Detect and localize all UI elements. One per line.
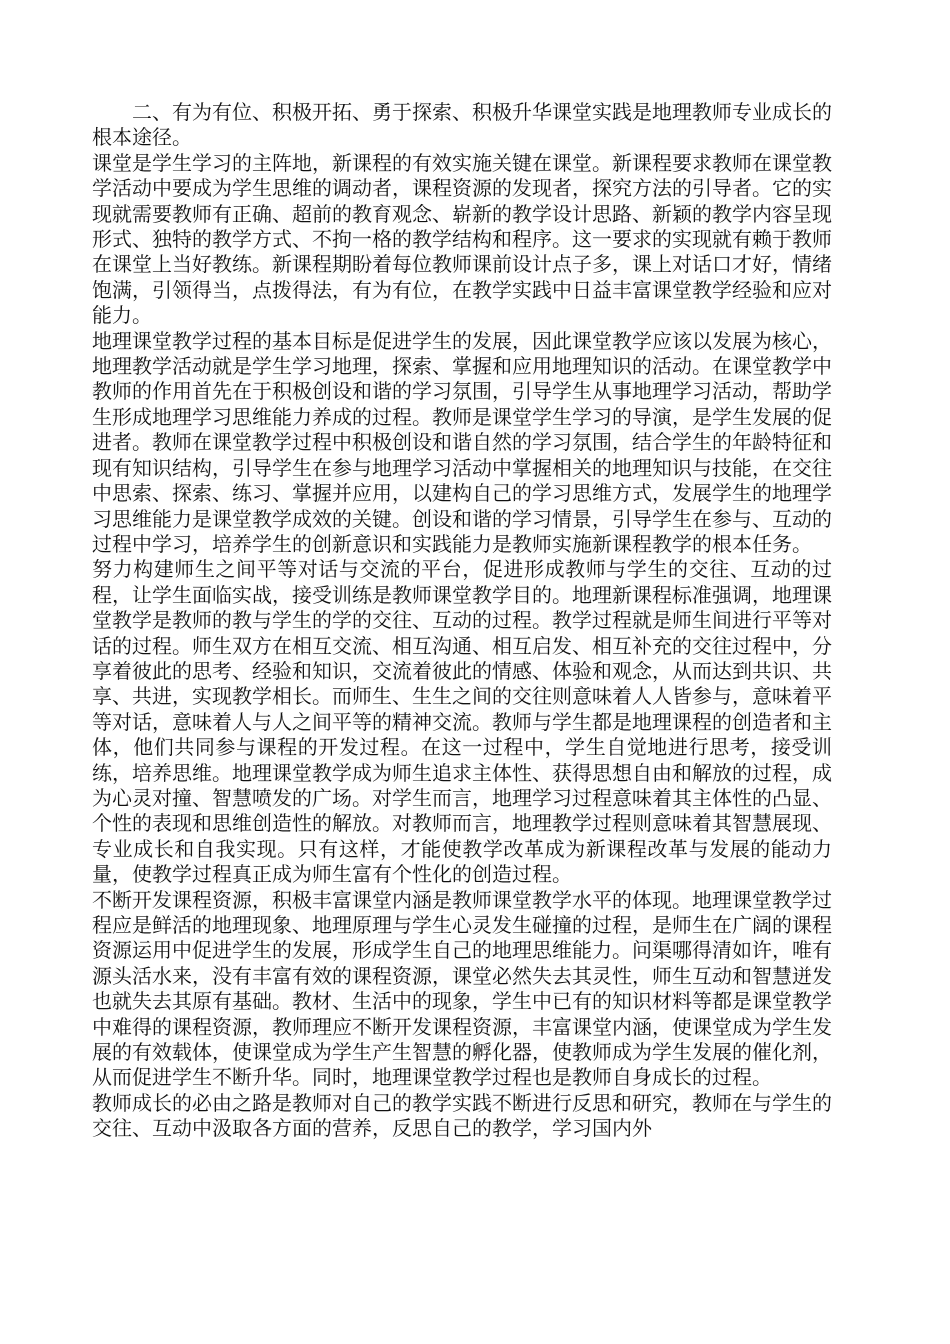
body-paragraph: 课堂是学生学习的主阵地，新课程的有效实施关键在课堂。新课程要求教师在课堂教学活动中要成为学生思维的调动者，课程资源的发现者，探究方法的引导者。它的实现就需要教师有正确、超前的教育观念、崭新的教学设计思路、新颖的教学内容呈现形式、独特的教学方式、不拘一格的教学结构和程序。这一要求的实现就有赖于教师在课堂上当好教练。新课程期盼着每位教师课前设计点子多，课上对话口才好，情绪饱满，引领得当，点拨得法，有为有位，在教学实践中日益丰富课堂教学经验和应对能力。 xyxy=(92,150,832,328)
body-paragraph: 地理课堂教学过程的基本目标是促进学生的发展，因此课堂教学应该以发展为核心，地理教学活动就是学生学习地理，探索、掌握和应用地理知识的活动。在课堂教学中教师的作用首先在于积极创设和谐的学习氛围，引导学生从事地理学习活动，帮助学生形成地理学习思维能力养成的过程。教师是课堂学生学习的导演，是学生发展的促进者。教师在课堂教学过程中积极创设和谐自然的学习氛围，结合学生的年龄特征和现有知识结构，引导学生在参与地理学习活动中掌握相关的地理知识与技能，在交往中思索、探索、练习、掌握并应用，以建构自己的学习思维方式，发展学生的地理学习思维能力是课堂教学成效的关键。创设和谐的学习情景，引导学生在参与、互动的过程中学习，培养学生的创新意识和实践能力是教师实施新课程教学的根本任务。 xyxy=(92,328,832,556)
section-heading-paragraph: 二、有为有位、积极开拓、勇于探索、积极升华课堂实践是地理教师专业成长的根本途径。 xyxy=(92,100,832,150)
document-page xyxy=(92,100,832,1142)
body-paragraph: 努力构建师生之间平等对话与交流的平台，促进形成教师与学生的交往、互动的过程，让学生面临实战，接受训练是教师课堂教学目的。地理新课程标准强调，地理课堂教学是教师的教与学生的学的交往、互动的过程。教学过程就是师生间进行平等对话的过程。师生双方在相互交流、相互沟通、相互启发、相互补充的交往过程中，分享着彼此的思考、经验和知识，交流着彼此的情感、体验和观念，从而达到共识、共享、共进，实现教学相长。而师生、生生之间的交往则意味着人人皆参与，意味着平等对话，意味着人与人之间平等的精神交流。教师与学生都是地理课程的创造者和主体，他们共同参与课程的开发过程。在这一过程中，学生自觉地进行思考，接受训练，培养思维。地理课堂教学成为师生追求主体性、获得思想自由和解放的过程，成为心灵对撞、智慧喷发的广场。对学生而言，地理学习过程意味着其主体性的凸显、个性的表现和思维创造性的解放。对教师而言，地理教学过程则意味着其智慧展现、专业成长和自我实现。只有这样，才能使教学改革成为新课程改革与发展的能动力量，使教学过程真正成为师生富有个性化的创造过程。 xyxy=(92,557,832,887)
body-paragraph: 不断开发课程资源，积极丰富课堂内涵是教师课堂教学水平的体现。地理课堂教学过程应是鲜活的地理现象、地理原理与学生心灵发生碰撞的过程，是师生在广阔的课程资源运用中促进学生的发展，形成学生自己的地理思维能力。问渠哪得清如许，唯有源头活水来，没有丰富有效的课程资源，课堂必然失去其灵性，师生互动和智慧迸发也就失去其原有基础。教材、生活中的现象，学生中已有的知识材料等都是课堂教学中难得的课程资源，教师理应不断开发课程资源，丰富课堂内涵，使课堂成为学生发展的有效载体，使课堂成为学生产生智慧的孵化器，使教师成为学生发展的催化剂，从而促进学生不断升华。同时，地理课堂教学过程也是教师自身成长的过程。 xyxy=(92,887,832,1090)
body-paragraph: 教师成长的必由之路是教师对自己的教学实践不断进行反思和研究，教师在与学生的交往、互动中汲取各方面的营养，反思自己的教学，学习国内外 xyxy=(92,1090,832,1141)
